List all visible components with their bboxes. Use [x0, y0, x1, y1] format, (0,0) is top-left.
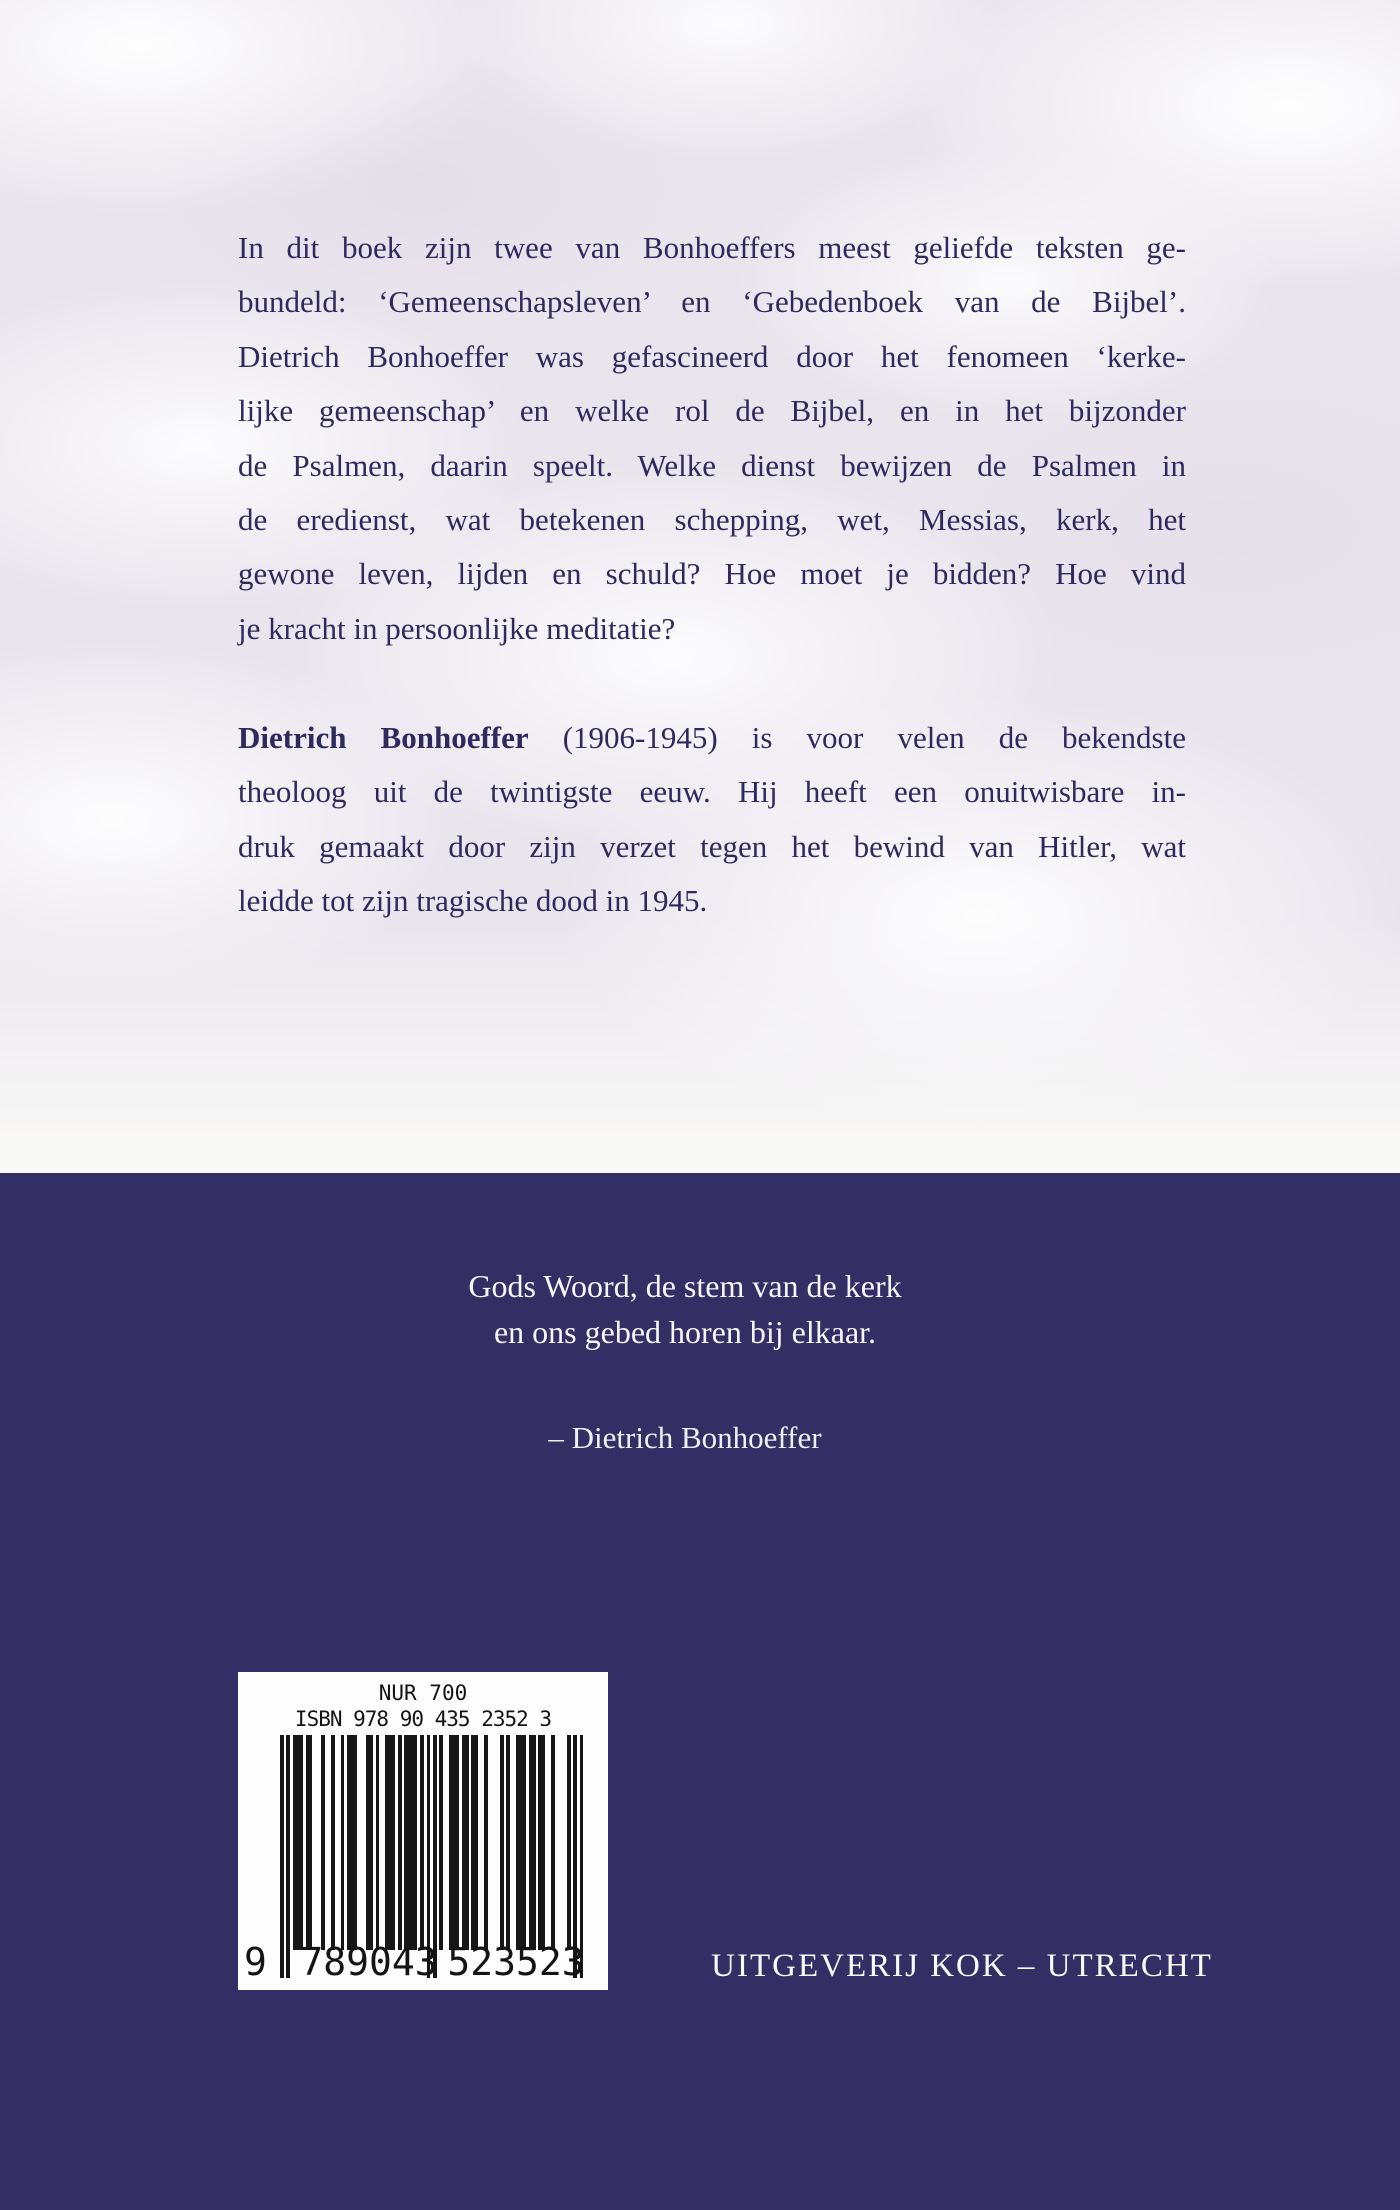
barcode-digit-group-3: 523523 [447, 1940, 585, 1984]
quote-line-1: Gods Woord, de stem van de kerk [468, 1268, 902, 1304]
blurb-line: Dietrich Bonhoeffer was gefascineerd door het fenomeen ‘kerke- [238, 338, 1186, 374]
barcode-bar [331, 1735, 335, 1950]
quote-line-2: en ons gebed horen bij elkaar. [493, 1314, 877, 1350]
bio-line: leidde tot zijn tragische dood in 1945. [238, 883, 708, 919]
barcode-bar [414, 1735, 418, 1950]
bio-first-line-rest: (1906-1945) is voor velen de bekendste [528, 720, 1186, 755]
blurb-paragraph [238, 221, 1186, 656]
barcode-bar [309, 1735, 313, 1950]
barcode-bar [500, 1735, 504, 1950]
barcode-bar [455, 1735, 459, 1950]
quote-attribution: – Dietrich Bonhoeffer [548, 1420, 822, 1455]
barcode-digits [238, 1940, 608, 1986]
quote-block [235, 1263, 1135, 1355]
barcode-bar [465, 1735, 469, 1950]
navy-footer-panel [0, 1173, 1400, 2210]
barcode-bar [522, 1735, 526, 1950]
bio-lines [238, 765, 1186, 928]
barcode-bar [439, 1735, 443, 1950]
publisher-imprint: UITGEVERIJ KOK – UTRECHT [711, 1948, 1213, 1984]
blurb-line: de eredienst, wat betekenen schepping, wet, Messias, kerk, het [238, 502, 1186, 538]
isbn-label: ISBN 978 90 435 2352 3 [294, 1707, 552, 1731]
barcode-bar [353, 1735, 357, 1950]
bio-line: theoloog uit de twintigste eeuw. Hij heeft een onuitwisbare in- [238, 774, 1186, 810]
blurb-line: gewone leven, lijden en schuld? Hoe moet je bidden? Hoe vind [238, 556, 1186, 592]
bio-author-name-bold: Dietrich Bonhoeffer [238, 720, 529, 755]
blurb-line: In dit boek zijn twee van Bonhoeffers meest geliefde teksten ge- [238, 230, 1186, 265]
bio-line-first [238, 711, 1186, 765]
barcode-bar [321, 1735, 325, 1950]
blurb-line: lijke gemeenschap’ en welke rol de Bijbel, en in het bijzonder [238, 393, 1186, 429]
barcode-bar [475, 1735, 479, 1950]
barcode-bar [484, 1735, 488, 1950]
barcode-bar [420, 1735, 424, 1950]
barcode-bar [542, 1735, 546, 1950]
barcode-bar [551, 1735, 555, 1950]
barcode-bar [398, 1735, 402, 1950]
bio-paragraph [238, 711, 1186, 929]
barcode-panel [238, 1672, 608, 1990]
bio-line: druk gemaakt door zijn verzet tegen het bewind van Hitler, wat [238, 828, 1186, 864]
barcode-bar [341, 1735, 345, 1950]
barcode-bar [299, 1735, 303, 1950]
blurb-line: je kracht in persoonlijke meditatie? [238, 610, 676, 646]
barcode-bar [567, 1735, 571, 1950]
barcode-bar [532, 1735, 536, 1950]
blurb-line: bundeld: ‘Gemeenschapsleven’ en ‘Gebedenboek van de Bijbel’. [238, 284, 1186, 320]
blurb-line: de Psalmen, daarin speelt. Welke dienst bewijzen de Psalmen in [238, 447, 1186, 483]
barcode-bar [376, 1735, 380, 1950]
barcode-digit-group-2: 789043 [300, 1940, 438, 1984]
barcode-digit-group-1: 9 [244, 1940, 267, 1984]
barcode-bar [506, 1735, 510, 1950]
nur-label: NUR 700 [378, 1681, 468, 1705]
barcode-bar [369, 1735, 373, 1950]
barcode-bar [392, 1735, 396, 1950]
